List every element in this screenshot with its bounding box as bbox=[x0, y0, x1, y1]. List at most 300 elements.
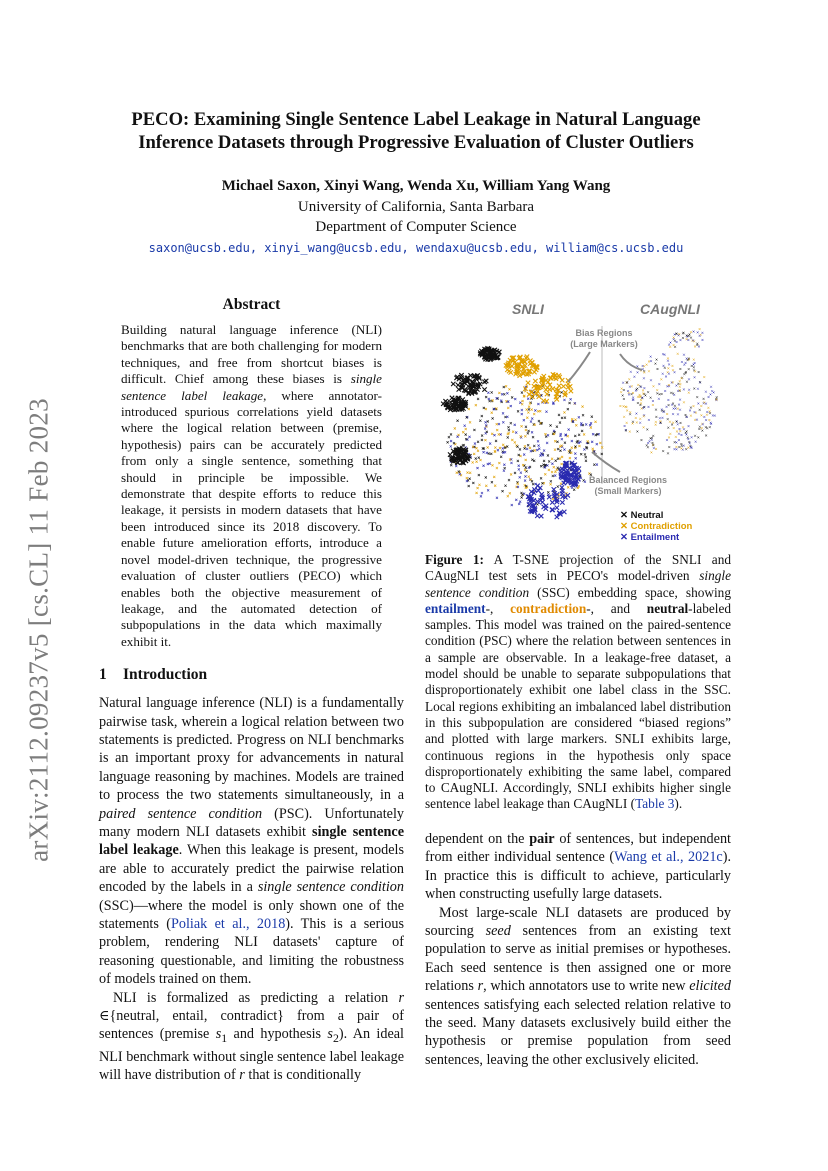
scatter-marker bbox=[525, 467, 527, 469]
scatter-marker bbox=[689, 409, 691, 411]
scatter-marker bbox=[688, 389, 690, 391]
scatter-marker bbox=[525, 459, 527, 461]
scatter-marker bbox=[530, 450, 532, 452]
scatter-marker bbox=[677, 353, 679, 355]
scatter-marker bbox=[694, 376, 696, 378]
scatter-marker bbox=[675, 385, 677, 387]
scatter-marker bbox=[652, 435, 654, 437]
scatter-marker bbox=[693, 388, 695, 390]
scatter-marker bbox=[550, 500, 554, 504]
scatter-marker bbox=[696, 344, 698, 346]
scatter-marker bbox=[529, 402, 531, 404]
scatter-marker bbox=[547, 454, 549, 456]
citation-link[interactable]: Wang et al., 2021c bbox=[614, 849, 723, 866]
scatter-marker bbox=[710, 386, 712, 388]
scatter-marker bbox=[468, 436, 470, 438]
scatter-marker bbox=[709, 412, 711, 414]
snli-panel-label: SNLI bbox=[512, 301, 544, 317]
scatter-marker bbox=[555, 460, 557, 462]
scatter-marker bbox=[559, 450, 561, 452]
scatter-marker bbox=[563, 411, 565, 413]
scatter-marker bbox=[665, 376, 667, 378]
email-link[interactable]: wendaxu@ucsb.edu bbox=[416, 240, 532, 255]
scatter-marker bbox=[655, 448, 657, 450]
right-paragraph-2: Most large-scale NLI datasets are produced by sourcing seed sentences from an existing text population to serve as initial premises or hypotheses. Each seed sentence is then assigned one or more relations r, which annotators use to write new elicited sentences satisfying each selected relation relative to the seed. Many datasets exclusively build either the hypothesis or premise population from seed sentences, leaving the other exclusively elicited. bbox=[425, 904, 731, 1068]
scatter-marker bbox=[677, 390, 679, 392]
scatter-marker bbox=[519, 448, 521, 450]
scatter-marker bbox=[656, 359, 658, 361]
scatter-marker bbox=[539, 410, 541, 412]
scatter-marker bbox=[484, 439, 486, 441]
scatter-marker bbox=[523, 453, 525, 455]
scatter-marker bbox=[487, 446, 489, 448]
scatter-marker bbox=[659, 420, 661, 422]
scatter-marker bbox=[475, 457, 477, 459]
scatter-marker bbox=[506, 392, 508, 394]
scatter-marker bbox=[679, 399, 681, 401]
author-emails: saxon@ucsb.edu, xinyi_wang@ucsb.edu, wendaxu@ucsb.edu, william@cs.ucsb.edu bbox=[148, 240, 684, 255]
scatter-marker bbox=[504, 467, 506, 469]
scatter-marker bbox=[487, 463, 489, 465]
scatter-marker bbox=[547, 491, 549, 493]
scatter-marker bbox=[650, 451, 652, 453]
scatter-marker bbox=[673, 408, 675, 410]
scatter-marker bbox=[661, 393, 663, 395]
scatter-marker bbox=[500, 456, 502, 458]
scatter-marker bbox=[673, 427, 675, 429]
scatter-marker bbox=[525, 429, 527, 431]
scatter-marker bbox=[543, 449, 545, 451]
scatter-marker bbox=[521, 409, 523, 411]
scatter-marker bbox=[477, 398, 479, 400]
scatter-marker bbox=[639, 385, 641, 387]
scatter-marker bbox=[559, 435, 561, 437]
scatter-marker bbox=[503, 464, 505, 466]
scatter-marker bbox=[647, 442, 649, 444]
scatter-marker bbox=[516, 446, 518, 448]
scatter-marker bbox=[451, 382, 455, 386]
scatter-marker bbox=[655, 416, 657, 418]
scatter-marker bbox=[582, 414, 584, 416]
scatter-marker bbox=[491, 412, 493, 414]
scatter-marker bbox=[476, 487, 478, 489]
scatter-marker bbox=[519, 501, 521, 503]
scatter-marker bbox=[481, 492, 483, 494]
scatter-marker bbox=[528, 476, 530, 478]
scatter-marker bbox=[681, 377, 683, 379]
scatter-marker bbox=[652, 404, 654, 406]
scatter-marker bbox=[642, 389, 644, 391]
scatter-marker bbox=[531, 480, 533, 482]
scatter-marker bbox=[697, 436, 699, 438]
scatter-marker bbox=[514, 424, 516, 426]
scatter-marker bbox=[677, 408, 679, 410]
scatter-marker bbox=[650, 397, 652, 399]
scatter-marker bbox=[517, 460, 519, 462]
scatter-marker bbox=[707, 407, 709, 409]
scatter-marker bbox=[480, 495, 482, 497]
scatter-marker bbox=[479, 420, 481, 422]
scatter-marker bbox=[683, 373, 685, 375]
scatter-marker bbox=[493, 476, 495, 478]
scatter-marker bbox=[475, 404, 477, 406]
affiliation-university: University of California, Santa Barbara bbox=[297, 198, 535, 215]
scatter-marker bbox=[585, 460, 587, 462]
intro-paragraph-1: Natural language inference (NLI) is a fundamentally pairwise task, wherein a logical relation between two statements is predicted. Progress on NLI benchmarks is an important proxy for advancements in natural language reasoning by machines. Models are trained to process the two statements simultaneously, in a paired sentence condition (PSC). Unfortunately many modern NLI datasets exhibit single sentence label leakage. When this leakage is present, models are able to accurately predict the pairwise relation encoded by the labels in a single sentence condition (SSC)—where the model is only shown one of the statements (Poliak et al., 2018). This is a serious problem, rendering NLI datasets' capture of reasoning questionable, and limiting the robustness of models trained on them. bbox=[99, 695, 404, 988]
scatter-marker bbox=[683, 401, 685, 403]
scatter-marker bbox=[539, 514, 543, 518]
section-heading-introduction: 1 Introduction bbox=[99, 666, 208, 684]
scatter-marker bbox=[551, 458, 553, 460]
scatter-marker bbox=[462, 431, 464, 433]
scatter-marker bbox=[533, 379, 537, 383]
scatter-marker bbox=[507, 495, 509, 497]
scatter-marker bbox=[567, 486, 569, 488]
scatter-marker bbox=[548, 460, 550, 462]
scatter-marker bbox=[468, 485, 470, 487]
scatter-marker bbox=[491, 481, 493, 483]
scatter-marker bbox=[697, 402, 699, 404]
scatter-marker bbox=[640, 439, 642, 441]
scatter-marker bbox=[596, 463, 598, 465]
scatter-marker bbox=[465, 434, 467, 436]
email-link[interactable]: xinyi_wang@ucsb.edu bbox=[264, 240, 402, 255]
scatter-marker bbox=[494, 446, 496, 448]
scatter-marker bbox=[623, 389, 625, 391]
scatter-marker bbox=[489, 462, 491, 464]
scatter-marker bbox=[705, 434, 707, 436]
scatter-marker bbox=[646, 428, 648, 430]
scatter-marker bbox=[536, 503, 538, 505]
scatter-marker bbox=[637, 371, 639, 373]
scatter-marker bbox=[677, 383, 679, 385]
scatter-marker bbox=[667, 452, 669, 454]
scatter-marker bbox=[677, 413, 679, 415]
bias-arrow-left bbox=[568, 352, 590, 382]
scatter-marker bbox=[510, 473, 512, 475]
scatter-marker bbox=[485, 408, 487, 410]
scatter-marker bbox=[679, 409, 681, 411]
scatter-marker bbox=[563, 449, 565, 451]
scatter-marker bbox=[643, 377, 645, 379]
scatter-marker bbox=[550, 507, 554, 511]
scatter-marker bbox=[562, 510, 566, 514]
scatter-marker bbox=[629, 413, 631, 415]
scatter-marker bbox=[545, 411, 547, 413]
scatter-marker bbox=[590, 426, 592, 428]
scatter-marker bbox=[705, 403, 707, 405]
scatter-marker bbox=[585, 456, 587, 458]
scatter-marker bbox=[658, 383, 660, 385]
scatter-marker bbox=[503, 386, 505, 388]
scatter-marker bbox=[672, 422, 674, 424]
scatter-marker bbox=[508, 429, 510, 431]
scatter-marker bbox=[544, 473, 546, 475]
scatter-marker bbox=[553, 466, 555, 468]
scatter-marker bbox=[509, 370, 513, 374]
scatter-marker bbox=[641, 396, 643, 398]
scatter-marker bbox=[550, 480, 552, 482]
scatter-marker bbox=[676, 430, 678, 432]
scatter-marker bbox=[525, 426, 527, 428]
scatter-marker bbox=[511, 439, 513, 441]
scatter-marker bbox=[667, 427, 669, 429]
scatter-marker bbox=[622, 405, 624, 407]
scatter-marker bbox=[569, 457, 571, 459]
scatter-marker bbox=[538, 448, 540, 450]
scatter-marker bbox=[473, 429, 475, 431]
paper-title bbox=[96, 108, 736, 154]
scatter-marker bbox=[678, 404, 680, 406]
scatter-marker bbox=[681, 445, 683, 447]
scatter-marker bbox=[668, 373, 670, 375]
scatter-marker bbox=[667, 418, 669, 420]
scatter-marker bbox=[691, 436, 693, 438]
scatter-marker bbox=[518, 468, 520, 470]
scatter-marker bbox=[456, 383, 460, 387]
scatter-marker bbox=[591, 416, 593, 418]
scatter-marker bbox=[545, 436, 547, 438]
scatter-marker bbox=[698, 371, 700, 373]
balanced-regions-label: Balanced Regions bbox=[588, 475, 668, 485]
scatter-marker bbox=[524, 447, 526, 449]
scatter-marker bbox=[482, 380, 486, 384]
scatter-marker bbox=[547, 434, 549, 436]
scatter-marker bbox=[466, 472, 468, 474]
scatter-marker bbox=[481, 415, 483, 417]
scatter-marker bbox=[700, 414, 702, 416]
arxiv-sidebar-stamp bbox=[22, 360, 56, 900]
scatter-marker bbox=[541, 482, 543, 484]
scatter-marker bbox=[632, 421, 634, 423]
table-3-link[interactable]: Table 3 bbox=[635, 796, 675, 812]
scatter-marker bbox=[711, 390, 713, 392]
scatter-marker bbox=[515, 431, 517, 433]
scatter-marker bbox=[469, 472, 471, 474]
scatter-marker bbox=[476, 467, 478, 469]
scatter-marker bbox=[703, 416, 705, 418]
scatter-marker bbox=[652, 400, 654, 402]
scatter-marker bbox=[682, 332, 684, 334]
scatter-marker bbox=[510, 462, 512, 464]
scatter-marker bbox=[574, 435, 576, 437]
scatter-marker bbox=[633, 376, 635, 378]
scatter-marker bbox=[687, 447, 689, 449]
scatter-marker bbox=[475, 492, 477, 494]
scatter-marker bbox=[512, 431, 514, 433]
scatter-marker bbox=[554, 440, 556, 442]
scatter-marker bbox=[485, 476, 487, 478]
scatter-marker bbox=[450, 445, 452, 447]
arxiv-id-text: arXiv:2112.09237v5 [cs.CL] 11 Feb 2023 bbox=[23, 398, 54, 862]
scatter-marker bbox=[643, 387, 645, 389]
scatter-marker bbox=[701, 430, 703, 432]
scatter-marker bbox=[561, 463, 563, 465]
scatter-marker bbox=[690, 337, 692, 339]
scatter-marker bbox=[496, 467, 498, 469]
affiliation-department: Department of Computer Science bbox=[315, 219, 517, 235]
scatter-marker bbox=[578, 445, 580, 447]
scatter-marker bbox=[705, 391, 707, 393]
scatter-marker bbox=[673, 448, 675, 450]
scatter-marker bbox=[475, 447, 477, 449]
right-column-body bbox=[425, 830, 731, 1069]
scatter-marker bbox=[581, 430, 583, 432]
scatter-marker bbox=[517, 486, 519, 488]
scatter-marker bbox=[502, 447, 504, 449]
legend-contradiction: ✕ Contradiction bbox=[620, 521, 693, 532]
scatter-marker bbox=[699, 409, 701, 411]
scatter-marker bbox=[474, 442, 476, 444]
scatter-marker bbox=[578, 416, 580, 418]
scatter-marker bbox=[629, 411, 631, 413]
scatter-marker bbox=[694, 435, 696, 437]
scatter-marker bbox=[478, 474, 480, 476]
scatter-marker bbox=[673, 338, 675, 340]
scatter-marker bbox=[680, 447, 682, 449]
scatter-marker bbox=[682, 337, 684, 339]
scatter-marker bbox=[559, 458, 561, 460]
scatter-marker bbox=[463, 444, 465, 446]
scatter-marker bbox=[475, 461, 477, 463]
scatter-marker bbox=[464, 425, 466, 427]
scatter-marker bbox=[626, 410, 628, 412]
scatter-marker bbox=[660, 378, 662, 380]
scatter-marker bbox=[545, 392, 549, 396]
scatter-marker bbox=[646, 444, 648, 446]
scatter-marker bbox=[554, 471, 556, 473]
scatter-marker bbox=[488, 452, 490, 454]
scatter-marker bbox=[679, 430, 681, 432]
scatter-marker bbox=[574, 452, 576, 454]
scatter-marker bbox=[648, 360, 650, 362]
scatter-marker bbox=[568, 402, 570, 404]
scatter-marker bbox=[489, 400, 491, 402]
scatter-marker bbox=[538, 420, 540, 422]
scatter-marker bbox=[508, 388, 510, 390]
scatter-marker bbox=[668, 344, 670, 346]
scatter-marker bbox=[698, 428, 700, 430]
scatter-marker bbox=[524, 475, 526, 477]
scatter-marker bbox=[555, 505, 559, 509]
scatter-marker bbox=[653, 447, 655, 449]
scatter-marker bbox=[675, 436, 677, 438]
scatter-marker bbox=[635, 413, 637, 415]
scatter-marker bbox=[560, 500, 564, 504]
scatter-marker bbox=[564, 442, 566, 444]
scatter-marker bbox=[679, 386, 681, 388]
scatter-marker bbox=[484, 428, 486, 430]
scatter-marker bbox=[518, 503, 520, 505]
scatter-marker bbox=[697, 388, 699, 390]
scatter-marker bbox=[558, 414, 560, 416]
scatter-marker bbox=[648, 419, 650, 421]
scatter-marker bbox=[477, 441, 479, 443]
email-link[interactable]: saxon@ucsb.edu bbox=[148, 240, 250, 255]
scatter-marker bbox=[678, 439, 680, 441]
scatter-marker bbox=[696, 396, 698, 398]
scatter-marker bbox=[669, 433, 671, 435]
scatter-points bbox=[441, 328, 718, 519]
scatter-marker bbox=[527, 398, 529, 400]
scatter-marker bbox=[672, 413, 674, 415]
scatter-marker bbox=[703, 398, 705, 400]
legend-neutral: ✕ Neutral bbox=[620, 510, 664, 521]
scatter-marker bbox=[507, 407, 509, 409]
scatter-marker bbox=[664, 367, 666, 369]
scatter-marker bbox=[706, 411, 708, 413]
scatter-marker bbox=[591, 441, 593, 443]
scatter-marker bbox=[646, 364, 648, 366]
scatter-marker bbox=[674, 371, 676, 373]
scatter-marker bbox=[532, 436, 534, 438]
scatter-marker bbox=[544, 433, 546, 435]
scatter-marker bbox=[559, 421, 561, 423]
scatter-marker bbox=[478, 457, 480, 459]
scatter-marker bbox=[643, 365, 645, 367]
scatter-marker bbox=[496, 497, 498, 499]
scatter-marker bbox=[477, 450, 479, 452]
scatter-marker bbox=[524, 435, 526, 437]
scatter-marker bbox=[706, 427, 708, 429]
scatter-marker bbox=[448, 436, 450, 438]
scatter-marker bbox=[585, 423, 587, 425]
scatter-marker bbox=[465, 428, 467, 430]
email-link[interactable]: william@cs.ucsb.edu bbox=[546, 240, 684, 255]
scatter-marker bbox=[668, 363, 670, 365]
scatter-marker bbox=[503, 470, 505, 472]
scatter-marker bbox=[514, 441, 516, 443]
scatter-marker bbox=[679, 383, 681, 385]
citation-link[interactable]: Poliak et al., 2018 bbox=[170, 916, 286, 932]
scatter-marker bbox=[531, 418, 533, 420]
scatter-marker bbox=[712, 414, 714, 416]
scatter-marker bbox=[531, 431, 533, 433]
scatter-marker bbox=[534, 449, 536, 451]
scatter-marker bbox=[655, 421, 657, 423]
scatter-marker bbox=[584, 481, 586, 483]
scatter-marker bbox=[546, 464, 548, 466]
scatter-marker bbox=[656, 392, 658, 394]
scatter-marker bbox=[670, 392, 672, 394]
scatter-marker bbox=[533, 445, 535, 447]
scatter-marker bbox=[478, 484, 480, 486]
scatter-marker bbox=[680, 443, 682, 445]
scatter-marker bbox=[643, 426, 645, 428]
scatter-marker bbox=[515, 499, 517, 501]
scatter-marker bbox=[556, 441, 558, 443]
scatter-marker bbox=[486, 452, 488, 454]
scatter-marker bbox=[685, 362, 687, 364]
scatter-marker bbox=[473, 453, 475, 455]
intro-paragraph-2: NLI is formalized as predicting a relation r ∈{neutral, entail, contradict} from a pair of sentences (premise $s_1$ and hypothesis $s_2$). An ideal NLI benchmark without single sentence label leakage will have distribution of r that is conditionally bbox=[99, 989, 404, 1084]
scatter-marker bbox=[693, 366, 695, 368]
scatter-marker bbox=[655, 409, 657, 411]
scatter-marker bbox=[644, 394, 646, 396]
scatter-marker bbox=[647, 446, 649, 448]
scatter-marker bbox=[496, 429, 498, 431]
scatter-marker bbox=[490, 453, 492, 455]
scatter-marker bbox=[697, 331, 699, 333]
scatter-marker bbox=[538, 444, 540, 446]
scatter-marker bbox=[561, 384, 565, 388]
scatter-marker bbox=[639, 418, 641, 420]
scatter-marker bbox=[481, 439, 483, 441]
scatter-marker bbox=[675, 441, 677, 443]
scatter-marker bbox=[623, 398, 625, 400]
scatter-marker bbox=[678, 446, 680, 448]
scatter-marker bbox=[659, 393, 661, 395]
